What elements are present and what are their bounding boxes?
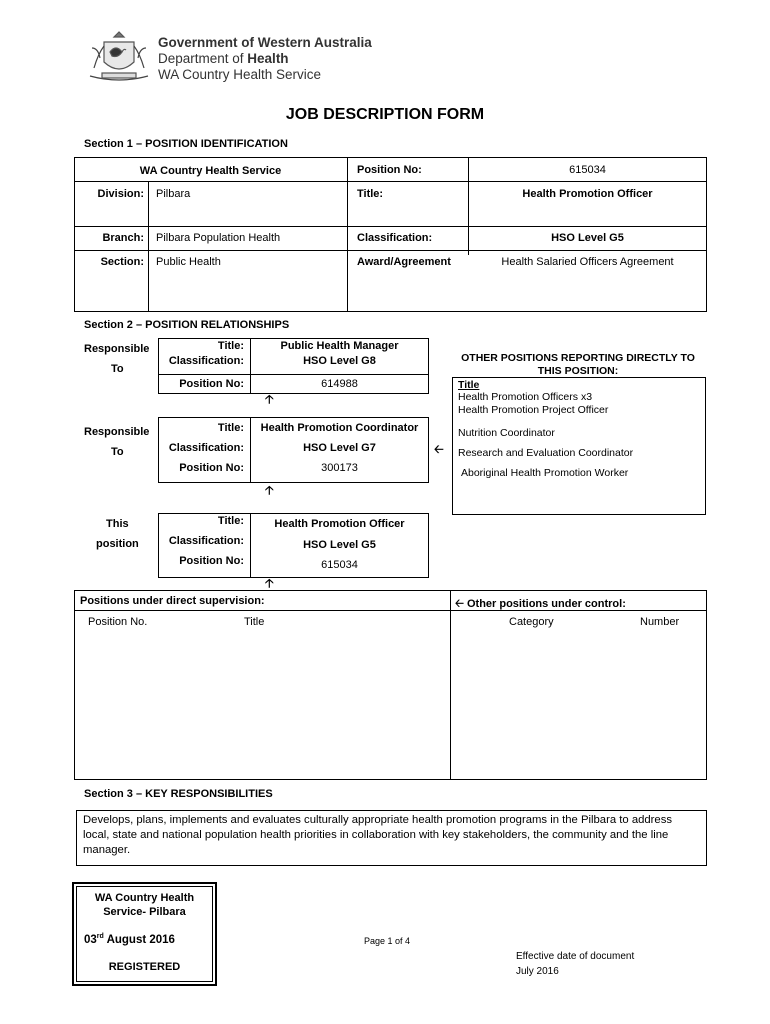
section-label: Section: — [100, 256, 144, 268]
other-item: Health Promotion Officers x3 — [458, 391, 593, 403]
coordinator-position-no-label: Position No: — [179, 462, 244, 474]
manager-position-no: 614988 — [321, 378, 358, 390]
control-label: Other positions under control: — [466, 598, 626, 610]
coordinator-title: Health Promotion Coordinator — [260, 422, 419, 434]
stamp-date — [84, 933, 175, 946]
manager-title-label: Title: — [217, 340, 244, 352]
responsible-label-1: Responsible — [84, 343, 150, 355]
coordinator-classification-label: Classification: — [168, 442, 244, 454]
award-value: Health Salaried Officers Agreement — [501, 256, 674, 268]
position-word-label: position — [96, 538, 139, 550]
position-no-value: 615034 — [569, 164, 606, 176]
left-arrow-icon: 🡠 — [455, 598, 467, 610]
col-title: Title — [244, 616, 265, 628]
effective-date-value: July 2016 — [516, 966, 559, 977]
up-arrow-icon: 🡡 — [265, 483, 274, 497]
this-title: Health Promotion Officer — [274, 518, 405, 530]
responsible-label-2: Responsible — [84, 426, 150, 438]
to-label-2: To — [111, 446, 124, 458]
this-label: This — [106, 518, 129, 530]
other-positions-heading: OTHER POSITIONS REPORTING DIRECTLY TO THIS POSITION: — [461, 352, 695, 377]
classification-value: HSO Level G5 — [551, 232, 624, 244]
dept-prefix: Department of — [158, 51, 248, 66]
position-no-label: Position No: — [357, 164, 422, 176]
col-number: Number — [640, 616, 680, 628]
manager-title: Public Health Manager — [280, 340, 399, 352]
branch-value: Pilbara Population Health — [156, 232, 281, 244]
gov-line: Government of Western Australia — [158, 35, 372, 50]
this-classification: HSO Level G5 — [303, 539, 376, 551]
other-item: Research and Evaluation Coordinator — [458, 447, 634, 459]
supervision-table — [74, 590, 707, 780]
supervision-label: Positions under direct supervision: — [80, 595, 265, 607]
branch-label: Branch: — [102, 232, 144, 244]
manager-classification: HSO Level G8 — [303, 355, 376, 367]
division-value: Pilbara — [156, 188, 191, 200]
this-position-no-label: Position No: — [179, 555, 244, 567]
this-title-label: Title: — [217, 515, 244, 527]
classification-label: Classification: — [357, 232, 433, 244]
to-label-1: To — [111, 363, 124, 375]
up-arrow-icon: 🡡 — [265, 576, 274, 590]
title-label: Title: — [357, 188, 384, 200]
form-title: JOB DESCRIPTION FORM — [285, 106, 485, 123]
wa-coat-of-arms-logo — [88, 28, 150, 84]
org-name: WA Country Health Service — [139, 165, 282, 177]
dept-line — [158, 51, 289, 66]
this-classification-label: Classification: — [168, 535, 244, 547]
dept-bold: Health — [247, 51, 289, 66]
other-item: Health Promotion Project Officer — [458, 404, 609, 416]
service-line: WA Country Health Service — [158, 67, 322, 82]
division-label: Division: — [97, 188, 144, 200]
left-arrow-icon: 🡠 — [434, 442, 444, 456]
effective-date-label: Effective date of document — [516, 951, 635, 962]
coordinator-title-label: Title: — [217, 422, 244, 434]
other-item: Nutrition Coordinator — [458, 427, 555, 439]
coordinator-position-no: 300173 — [321, 462, 358, 474]
stamp-month-year: August 2016 — [103, 933, 175, 946]
stamp-registered: REGISTERED — [108, 961, 181, 973]
manager-classification-label: Classification: — [168, 355, 244, 367]
section-value: Public Health — [156, 256, 221, 268]
award-label: Award/Agreement — [357, 256, 451, 268]
up-arrow-icon: 🡡 — [265, 392, 274, 406]
responsibilities-text: Develops, plans, implements and evaluates culturally appropriate health promotion programs in the Pilbara to address local, state and national population health priorities in collaboration with key stakeholders, the community and the line manager. — [83, 814, 673, 856]
stamp-day: 03 — [84, 933, 97, 946]
col-category: Category — [509, 616, 554, 628]
section2-heading: Section 2 – POSITION RELATIONSHIPS — [84, 319, 290, 331]
coordinator-classification: HSO Level G7 — [303, 442, 376, 454]
manager-position-no-label: Position No: — [179, 378, 244, 390]
col-position-no: Position No. — [88, 616, 148, 628]
other-title-label: Title — [458, 379, 480, 391]
stamp-line1: WA Country Health — [94, 892, 195, 904]
other-item: Aboriginal Health Promotion Worker — [461, 467, 629, 479]
page-number: Page 1 of 4 — [364, 936, 411, 946]
section3-heading: Section 3 – KEY RESPONSIBILITIES — [84, 788, 273, 800]
section1-heading: Section 1 – POSITION IDENTIFICATION — [84, 138, 288, 150]
stamp-ordinal: rd — [96, 933, 104, 940]
this-position-no: 615034 — [321, 559, 358, 571]
control-heading — [455, 595, 626, 614]
stamp-line2: Service- Pilbara — [103, 906, 186, 918]
title-value: Health Promotion Officer — [522, 188, 653, 200]
